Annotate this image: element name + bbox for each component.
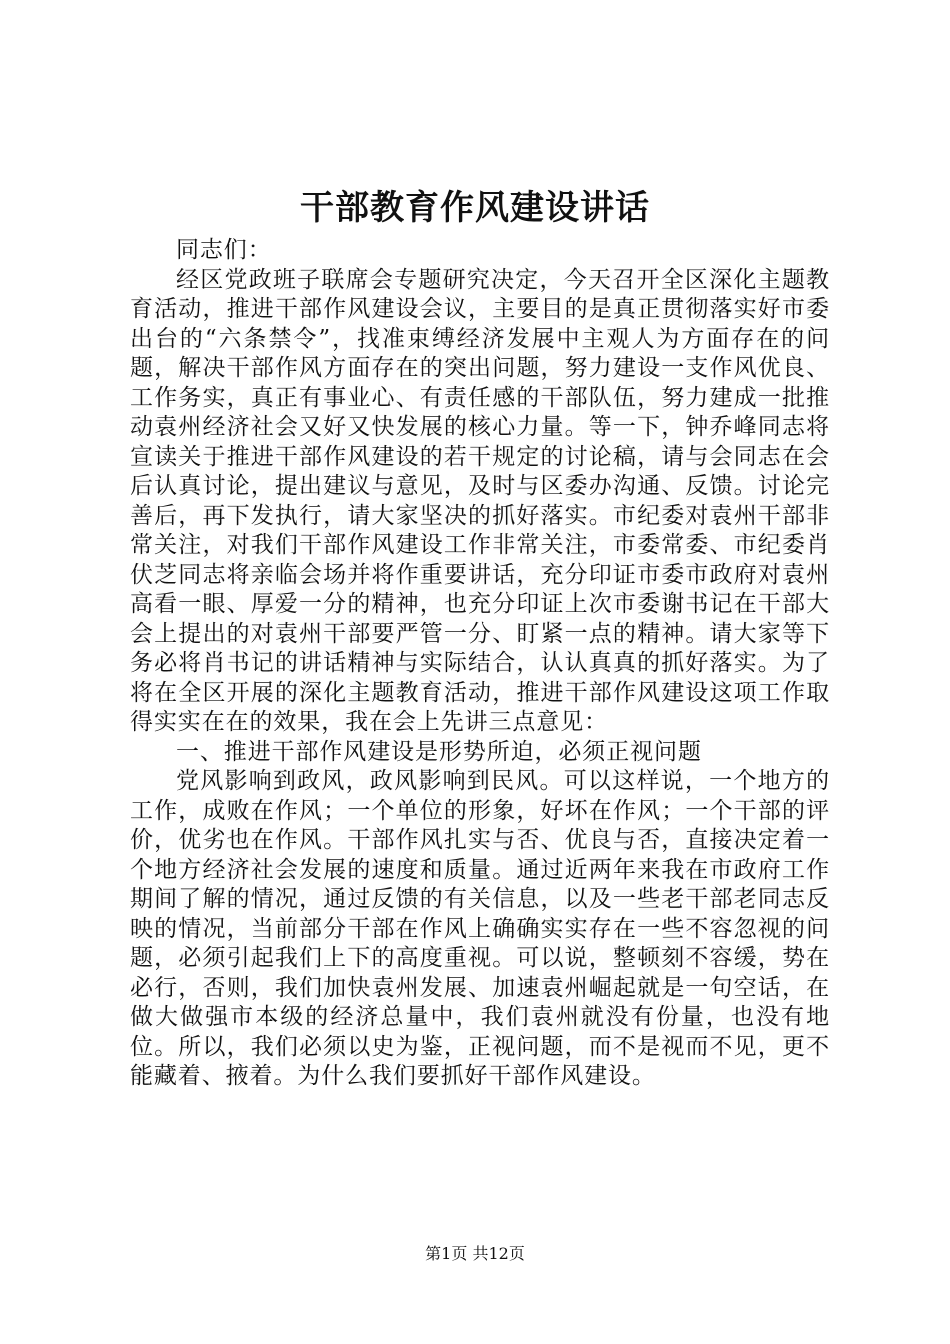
page-footer — [0, 1243, 950, 1265]
page-number: 第1页 — [425, 1244, 468, 1263]
document-body — [130, 236, 830, 1092]
paragraph-intro: 经区党政班子联席会专题研究决定，今天召开全区深化主题教育活动，推进干部作风建设会议，主要目的是真正贯彻落实好市委出台的“六条禁令”，找准束缚经济发展中主观人为方面存在的问题，解决干部作风方面存在的突出问题，努力建设一支作风优良、工作务实，真正有事业心、有责任感的干部队伍，努力建成一批推动袁州经济社会又好又快发展的核心力量。等一下，钟乔峰同志将宣读关于推进干部作风建设的若干规定的讨论稿，请与会同志在会后认真讨论，提出建议与意见，及时与区委办沟通、反馈。讨论完善后，再下发执行，请大家坚决的抓好落实。市纪委对袁州干部非常关注，对我们干部作风建设工作非常关注，市委常委、市纪委肖伏芝同志将亲临会场并将作重要讲话，充分印证市委市政府对袁州高看一眼、厚爱一分的精神，也充分印证上次市委谢书记在干部大会上提出的对袁州干部要严管一分、盯紧一点的精神。请大家等下务必将肖书记的讲话精神与实际结合，认认真真的抓好落实。为了将在全区开展的深化主题教育活动，推进干部作风建设这项工作取得实实在在的效果，我在会上先讲三点意见： — [130, 266, 830, 735]
page-total: 共12页 — [472, 1244, 525, 1263]
document-title: 干部教育作风建设讲话 — [300, 188, 650, 228]
paragraph-section-1: 党风影响到政风，政风影响到民风。可以这样说，一个地方的工作，成败在作风；一个单位的形象，好坏在作风；一个干部的评价，优劣也在作风。干部作风扎实与否、优良与否，直接决定着一个地方经济社会发展的速度和质量。通过近两年来我在市政府工作期间了解的情况，通过反馈的有关信息，以及一些老干部老同志反映的情况，当前部分干部在作风上确确实实存在一些不容忽视的问题，必须引起我们上下的高度重视。可以说，整顿刻不容缓，势在必行，否则，我们加快袁州发展、加速袁州崛起就是一句空话，在做大做强市本级的经济总量中，我们袁州就没有份量，也没有地位。所以，我们必须以史为鉴，正视问题，而不是视而不见，更不能藏着、掖着。为什么我们要抓好干部作风建设。 — [130, 768, 830, 1089]
section-heading-1: 一、推进干部作风建设是形势所迫，必须正视问题 — [176, 738, 702, 765]
greeting: 同志们： — [176, 237, 272, 263]
